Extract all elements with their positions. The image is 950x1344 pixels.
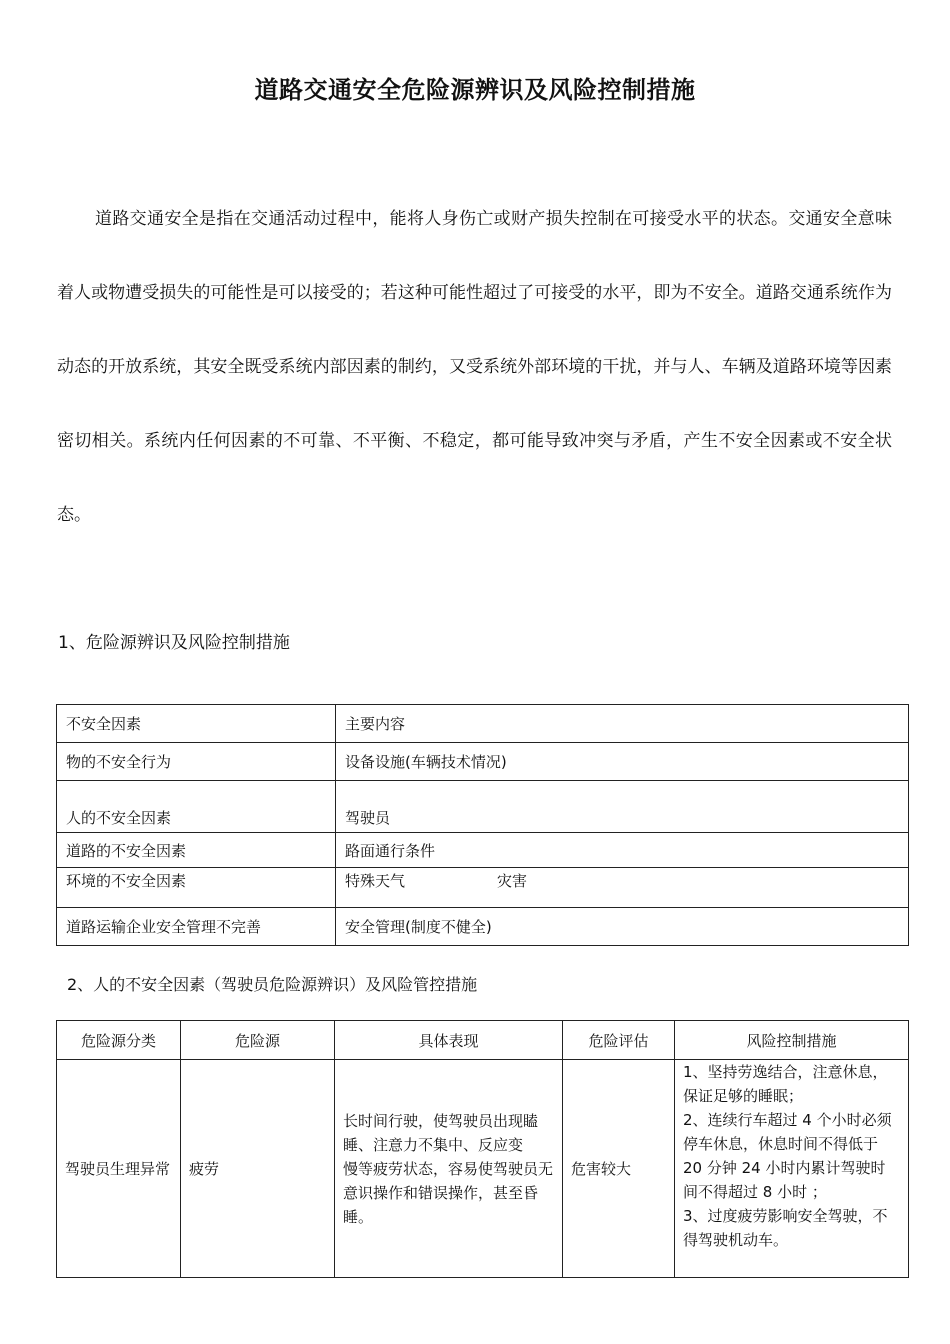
measure-item: 1、坚持劳逸结合，注意休息，保证足够的睡眠； <box>683 1063 888 1105</box>
hazard-cell: 疲劳 <box>181 1060 335 1278</box>
table-row <box>57 908 909 946</box>
table-row <box>57 743 909 781</box>
measure-item: 3、过度疲劳影响安全驾驶，不得驾驶机动车。 <box>683 1207 888 1249</box>
manifestation-cell <box>335 1060 563 1278</box>
manifestation-line: 慢等疲劳状态，容易使驾驶员无意识操作和错误操作，甚至昏睡。 <box>343 1159 554 1226</box>
table-header-cell: 危险评估 <box>563 1021 675 1060</box>
table-row <box>57 868 909 908</box>
table-row <box>57 1060 909 1278</box>
table-cell: 道路运输企业安全管理不完善 <box>57 908 336 946</box>
table-cell: 安全管理(制度不健全) <box>336 908 909 946</box>
table-cell: 人的不安全因素 <box>57 781 336 833</box>
table-cell: 驾驶员 <box>336 781 909 833</box>
category-cell: 驾驶员生理异常 <box>57 1060 181 1278</box>
table-header-cell: 具体表现 <box>335 1021 563 1060</box>
section-2-heading: 2、人的不安全因素（驾驶员危险源辨识）及风险管控措施 <box>67 975 478 994</box>
table-row <box>57 705 909 743</box>
table-header-cell: 危险源分类 <box>57 1021 181 1060</box>
table-header-cell: 主要内容 <box>336 705 909 743</box>
section-1-heading: 1、危险源辨识及风险控制措施 <box>58 633 290 653</box>
table-header-cell: 不安全因素 <box>57 705 336 743</box>
intro-paragraph: 道路交通安全是指在交通活动过程中，能将人身伤亡或财产损失控制在可接受水平的状态。交通安全意味着人或物遭受损失的可能性是可以接受的；若这种可能性超过了可接受的水平，即为不安全。道路交通系统作为动态的开放系统，其安全既受系统内部因素的制约，又受系统外部环境的干扰，并与人、车辆及道路环境等因素密切相关。系统内任何因素的不可靠、不平衡、不稳定，都可能导致冲突与矛盾，产生不安全因素或不安全状态。 <box>57 209 892 525</box>
table-cell: 物的不安全行为 <box>57 743 336 781</box>
table-cell: 设备设施(车辆技术情况) <box>336 743 909 781</box>
assessment-cell: 危害较大 <box>563 1060 675 1278</box>
measures-cell <box>675 1060 909 1278</box>
table-header-cell: 风险控制措施 <box>675 1021 909 1060</box>
driver-hazard-table <box>56 1020 909 1278</box>
unsafe-factors-table <box>56 704 909 946</box>
table-header-cell: 危险源 <box>181 1021 335 1060</box>
table-cell: 路面通行条件 <box>336 833 909 868</box>
manifestation-line: 长时间行驶，使驾驶员出现瞌睡、注意力不集中、反应变 <box>343 1111 539 1154</box>
table-cell: 环境的不安全因素 <box>57 868 336 908</box>
table-row <box>57 781 909 833</box>
table-row <box>57 833 909 868</box>
table-cell: 道路的不安全因素 <box>57 833 336 868</box>
table-cell <box>336 868 909 908</box>
page-title: 道路交通安全危险源辨识及风险控制措施 <box>254 76 696 104</box>
table-header-row <box>57 1021 909 1060</box>
special-weather-text: 特殊天气 <box>345 872 406 890</box>
disaster-text: 灾害 <box>497 872 528 890</box>
measure-item: 2、连续行车超过 4 个小时必须停车休息，休息时间不得低于 20 分钟 24 小时内累计驾驶时间不得超过 8 小时 ； <box>683 1111 892 1201</box>
